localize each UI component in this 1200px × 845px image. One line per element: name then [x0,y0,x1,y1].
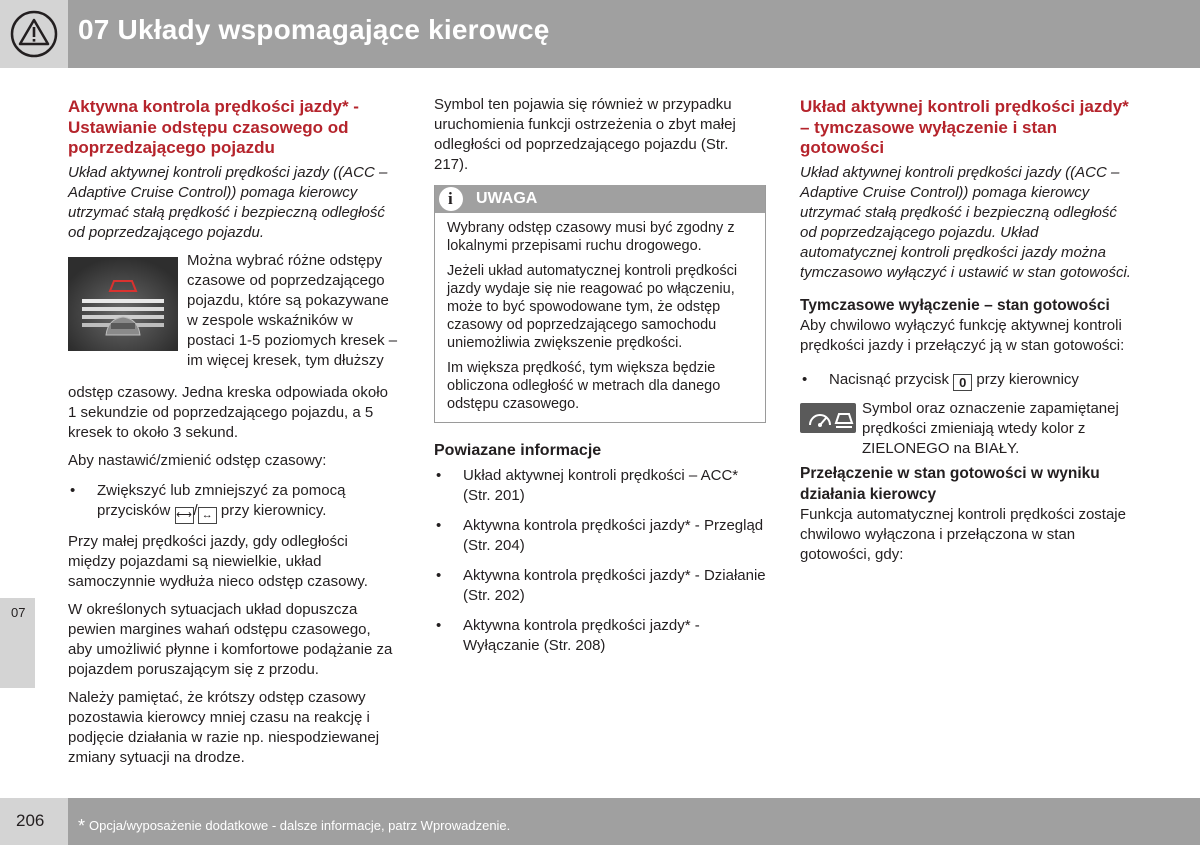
section-heading: Aktywna kontrola prędkości jazdy* - Ustawianie odstępu czasowego od poprzedzającego pojazdu [68,97,359,157]
instruction-intro: Aby nastawić/zmienić odstęp czasowy: [68,451,327,469]
chapter-title: 07 Układy wspomagające kierowcę [78,14,550,45]
chapter-tab-label: 07 [11,605,26,620]
time-gap-display-image [68,257,178,351]
related-link[interactable]: • Układ aktywnej kontroli prędkości – ACC* (Str. 201) [434,466,766,506]
related-link[interactable]: • Aktywna kontrola prędkości jazdy* - Wyłączanie (Str. 208) [434,616,766,656]
footnote-text: Opcja/wyposażenie dodatkowe - dalsze informacje, patrz Wprowadzenie. [89,818,511,833]
paragraph: Aby chwilowo wyłączyć funkcję aktywnej kontroli prędkości jazdy i przełączyć ją w stan gotowości: [800,316,1125,354]
time-gap-bars-icon [68,257,178,351]
figure-continuation-text: odstęp czasowy. Jedna kreska odpowiada około 1 sekundzie od poprzedzającego pojazdu, a 5 kresek to około 3 sekund. [68,383,388,441]
subheading: Przełączenie w stan gotowości w wyniku działania kierowcy [800,464,1100,503]
note-paragraph: Im większa prędkość, tym większa będzie obliczona odległość w metrach dla danego odstępu czasowego. [447,360,721,412]
figure-row [68,251,398,389]
column-3 [800,95,1132,565]
bullet-text-b: przy kierownicy. [220,501,327,519]
section-heading: Układ aktywnej kontroli prędkości jazdy* – tymczasowe wyłączenie i stan gotowości [800,97,1129,157]
note-title: UWAGA [476,190,538,207]
header-icon-box [0,0,68,68]
footnote-star: * [78,816,86,836]
column-1 [68,95,398,768]
bullet-text-b: przy kierownicy [976,370,1079,388]
note-header [435,185,765,213]
related-info-heading: Powiazane informacje [434,442,602,459]
decrease-gap-button-icon: ↔ [198,507,217,524]
list-item [68,481,398,524]
acc-speedometer-icon [800,403,856,433]
warning-triangle-icon [9,9,59,59]
bullet-text-a: Nacisnąć przycisk [829,370,950,388]
related-link[interactable]: • Aktywna kontrola prędkości jazdy* - Przegląd (Str. 204) [434,516,766,556]
note-box [434,185,766,423]
note-paragraph: Wybrany odstęp czasowy musi być zgodny z lokalnymi przepisami ruchu drogowego. [447,220,735,254]
subheading: Tymczasowe wyłączenie – stan gotowości [800,296,1110,314]
symbol-row [800,399,1132,459]
section-intro: Układ aktywnej kontroli prędkości jazdy ((ACC – Adaptive Cruise Control)) pomaga kierowcy utrzymać stałą prędkość i bezpieczną odległość od poprzedzającego pojazdu. [68,163,388,241]
bullet-text-a: Zwiększyć lub zmniejszyć za pomocą przycisków [97,481,346,519]
figure-caption-text: Można wybrać różne odstępy czasowe od poprzedzającego pojazdu, które są pokazywane w zespole wskaźników w postaci 1-5 poziomych kresek – im więcej kresek, tym dłuższy [187,251,398,369]
paragraph: W określonych sytuacjach układ dopuszcza pewien margines wahań odstępu czasowego, aby umożliwić płynne i komfortowe podążanie za pojazdem poruszającym się z przodu. [68,600,393,678]
paragraph: Symbol ten pojawia się również w przypadku uruchomienia funkcji ostrzeżenia o zbyt małej odległości od poprzedzającego pojazdu (Str. 217). [434,96,736,173]
paragraph: Funkcja automatycznej kontroli prędkości zostaje chwilowo wyłączona i przełączona w stan gotowości, gdy: [800,505,1126,563]
info-icon-glyph: i [448,189,453,208]
note-paragraph: Jeżeli układ automatycznej kontroli prędkości jazdy wydaje się nie reagować po włączeniu, może to być spowodowane tym, że odstęp czasowy od poprzedzającego samochodu uniemożliwia zwiększenie prędkości. [447,263,738,351]
acc-speedometer-glyph [800,403,856,433]
bullet-separator: / [193,501,198,519]
paragraph: Przy małej prędkości jazdy, gdy odległości między pojazdami są niewielkie, układ samoczynnie wydłuża nieco odstęp czasowy. [68,532,368,590]
section-intro: Układ aktywnej kontroli prędkości jazdy ((ACC – Adaptive Cruise Control)) pomaga kierowcy utrzymać stałą prędkość i bezpieczną odległość od poprzedzającego pojazdu. Układ automatycznej kontroli prędkości jazdy można tymczasowo wyłączyć i ustawić w stan gotowości. [800,163,1131,281]
paragraph: Należy pamiętać, że krótszy odstęp czasowy pozostawia kierowcy mniej czasu na reakcję i podjęcie działania w razie np. niespodziewanej zmiany sytuacji na drodze. [68,688,380,766]
related-link[interactable]: • Aktywna kontrola prędkości jazdy* - Działanie (Str. 202) [434,566,766,606]
symbol-description: Symbol oraz oznaczenie zapamiętanej prędkości zmieniają wtedy kolor z ZIELONEGO na BIAŁY. [862,399,1119,457]
increase-gap-button-icon: ⟷ [175,507,194,524]
standby-button-icon: 0 [953,374,972,391]
footnote [78,814,510,835]
list-item [800,370,1132,391]
note-body [435,213,765,422]
column-2 [434,95,766,656]
page-number: 206 [16,811,45,830]
